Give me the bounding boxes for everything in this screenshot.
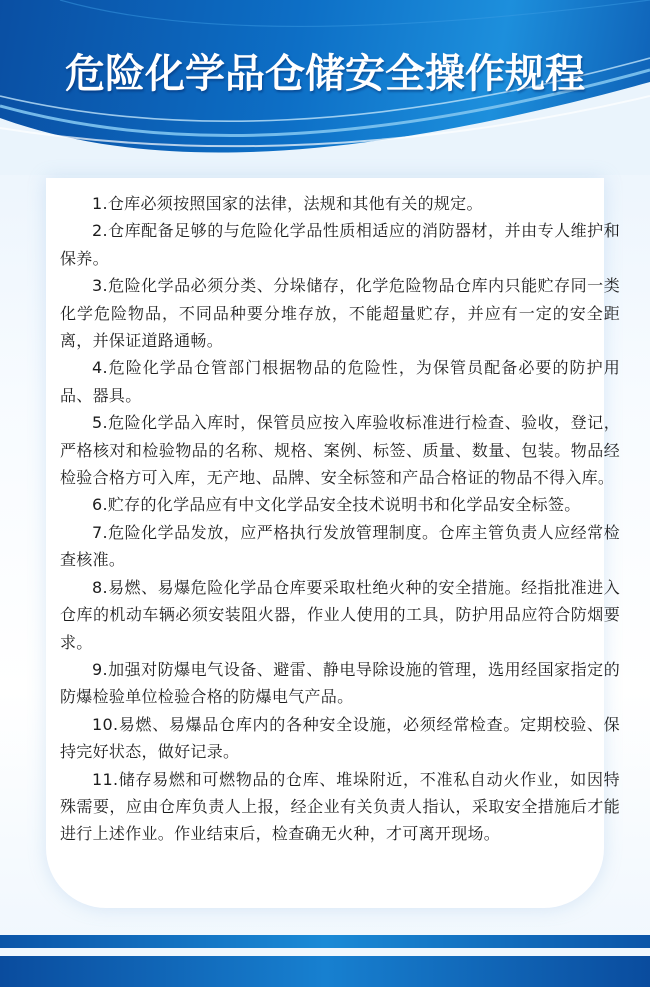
rule-item-10: 10.易燃、易爆品仓库内的各种安全设施，必须经常检查。定期校验、保持完好状态，做好记录。 xyxy=(60,714,620,762)
rule-item-11: 11.储存易燃和可燃物品的仓库、堆垛附近，不准私自动火作业，如因特殊需要，应由仓库负责人上报，经企业有关负责人指认，采取安全措施后才能进行上述作业。作业结束后，检查确无火种，才可离开现场。 xyxy=(60,769,620,844)
rule-item-8: 8.易燃、易爆危险化学品仓库要采取杜绝火种的安全措施。经指批准进入仓库的机动车辆必须安装阻火器，作业人使用的工具，防护用品应符合防烟要求。 xyxy=(60,577,620,652)
rules-list xyxy=(60,190,620,848)
page-title: 危险化学品仓储安全操作规程 xyxy=(65,51,585,97)
rule-item-7: 7.危险化学品发放，应严格执行发放管理制度。仓库主管负责人应经常检查核准。 xyxy=(60,522,620,570)
rule-item-6: 6.贮存的化学品应有中文化学品安全技术说明书和化学品安全标签。 xyxy=(92,495,581,515)
footer-stripe-wide xyxy=(0,956,650,987)
rule-item-5: 5.危险化学品入库时，保管员应按入库验收标准进行检查、验收，登记，严格核对和检验物品的名称、规格、案例、标签、质量、数量、包装。物品经检验合格方可入库，无产地、品牌、安全标签和产品合格证的物品不得入库。 xyxy=(60,413,620,488)
rule-item-4: 4.危险化学品仓管部门根据物品的危险性，为保管员配备必要的防护用品、器具。 xyxy=(60,358,620,405)
header-banner xyxy=(0,0,650,175)
rule-item-3: 3.危险化学品必须分类、分垛储存，化学危险物品仓库内只能贮存同一类化学危险物品，不同品种要分堆存放，不能超量贮存，并应有一定的安全距离，并保证道路通畅。 xyxy=(60,276,620,351)
footer-stripe-thin xyxy=(0,935,650,948)
rule-item-9: 9.加强对防爆电气设备、避雷、静电导除设施的管理，选用经国家指定的防爆检验单位检验合格的防爆电气产品。 xyxy=(60,659,620,707)
rule-item-2: 2.仓库配备足够的与危险化学品性质相适应的消防器材，并由专人维护和保养。 xyxy=(60,221,620,268)
rule-item-1: 1.仓库必须按照国家的法律，法规和其他有关的规定。 xyxy=(92,194,483,213)
